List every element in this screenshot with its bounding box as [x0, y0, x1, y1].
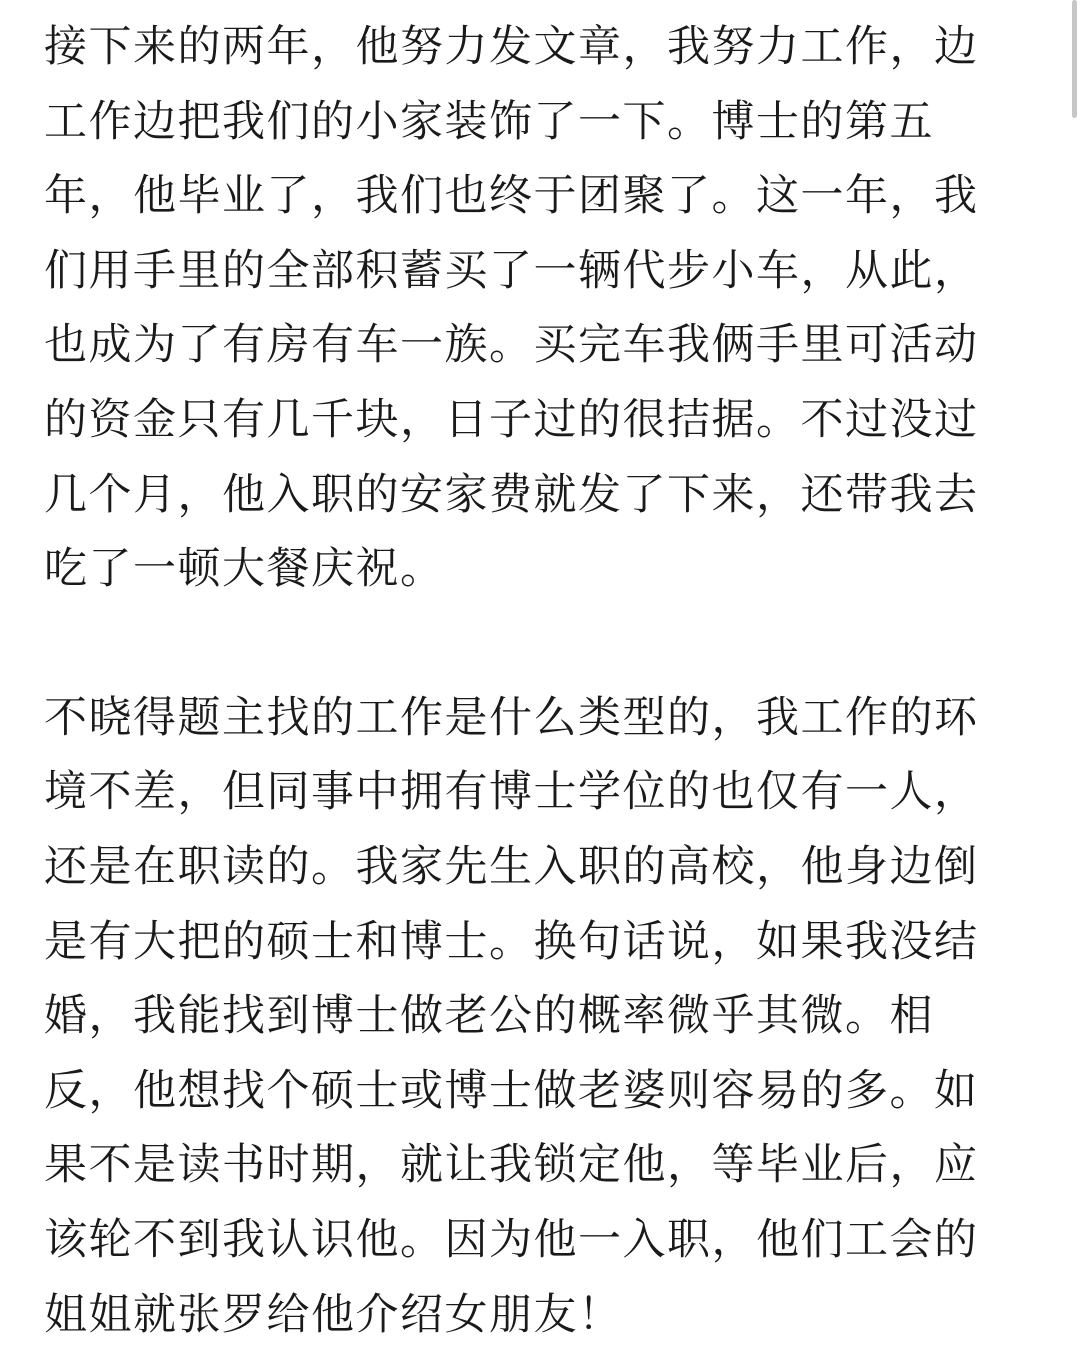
text-line: 年，他毕业了，我们也终于团聚了。这一年，我	[44, 159, 1024, 234]
paragraph-1	[44, 10, 1024, 607]
text-line: 反，他想找个硕士或博士做老婆则容易的多。如	[44, 1054, 1024, 1129]
paragraph-2	[44, 681, 1024, 1352]
scrollbar[interactable]	[1072, 0, 1077, 118]
text-line: 婚，我能找到博士做老公的概率微乎其微。相	[44, 979, 1024, 1054]
text-line: 们用手里的全部积蓄买了一辆代步小车，从此，	[44, 234, 1024, 309]
text-line: 的资金只有几千块，日子过的很拮据。不过没过	[44, 383, 1024, 458]
text-line: 果不是读书时期，就让我锁定他，等毕业后，应	[44, 1128, 1024, 1203]
text-line: 不晓得题主找的工作是什么类型的，我工作的环	[44, 681, 1024, 756]
text-line: 境不差，但同事中拥有博士学位的也仅有一人，	[44, 755, 1024, 830]
text-line: 姐姐就张罗给他介绍女朋友！	[44, 1278, 1024, 1352]
text-line: 接下来的两年，他努力发文章，我努力工作，边	[44, 10, 1024, 85]
article-body	[44, 10, 1024, 1352]
text-line: 吃了一顿大餐庆祝。	[44, 532, 1024, 607]
text-line: 该轮不到我认识他。因为他一入职，他们工会的	[44, 1203, 1024, 1278]
text-line: 工作边把我们的小家装饰了一下。博士的第五	[44, 85, 1024, 160]
text-line: 也成为了有房有车一族。买完车我俩手里可活动	[44, 308, 1024, 383]
text-line: 还是在职读的。我家先生入职的高校，他身边倒	[44, 830, 1024, 905]
text-line: 是有大把的硕士和博士。换句话说，如果我没结	[44, 905, 1024, 980]
text-line: 几个月，他入职的安家费就发了下来，还带我去	[44, 458, 1024, 533]
